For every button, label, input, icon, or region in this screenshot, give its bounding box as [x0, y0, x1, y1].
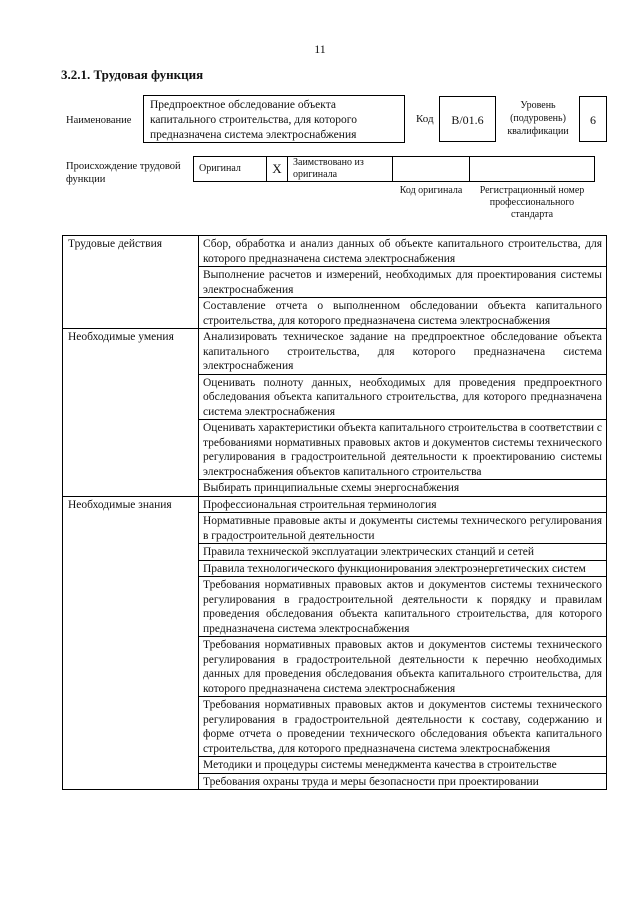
item-cell: Требования нормативных правовых актов и документов системы технического регулирования в градостроительной деятельности к перечню необходимых данных для проведения обследования объекта капитального строительства, для которого предназначена система электроснабжения [199, 637, 607, 697]
item-cell: Методики и процедуры системы менеджмента качества в строительстве [199, 757, 607, 774]
name-label: Наименование [66, 115, 132, 126]
table-row [63, 329, 607, 375]
item-cell: Требования охраны труда и меры безопасности при проектировании [199, 773, 607, 790]
level-value: 6 [579, 96, 607, 142]
item-cell: Оценивать характеристики объекта капитального строительства в соответствии с требованиями нормативных правовых актов и документов системы технического регулирования в градостроительной деятельности к проектированию системы электроснабжения объектов капитального строительства [199, 420, 607, 480]
item-cell: Составление отчета о выполненном обследовании объекта капитального строительства, для которого предназначена система электроснабжения [199, 298, 607, 329]
item-cell: Нормативные правовые акты и документы системы технического регулирования в градостроительной деятельности [199, 513, 607, 544]
code-original-cell [393, 157, 470, 182]
item-cell: Правила технической эксплуатации электрических станций и сетей [199, 544, 607, 561]
item-cell: Оценивать полноту данных, необходимых для проведения предпроектного обследования объекта капитального строительства, для которого предназначена система электроснабжения [199, 374, 607, 420]
function-name-value: Предпроектное обследование объекта капитального строительства, для которого предназначена система электроснабжения [143, 95, 405, 143]
page-number: 11 [314, 42, 326, 56]
category-cell: Необходимые знания [63, 496, 199, 790]
table-row [63, 496, 607, 513]
origin-table [193, 156, 595, 221]
code-original-caption: Код оригинала [399, 185, 463, 196]
item-cell: Требования нормативных правовых актов и документов системы технического регулирования в градостроительной деятельности к порядку и правилам проведения обследования объекта капитального строительства, для которого предназначена система электроснабжения [199, 577, 607, 637]
category-cell: Необходимые умения [63, 329, 199, 497]
item-cell: Анализировать техническое задание на предпроектное обследование объекта капитального строительства, для которого предназначена система электроснабжения [199, 329, 607, 375]
item-cell: Правила технологического функционирования электроэнергетических систем [199, 560, 607, 577]
original-cell: Оригинал [194, 157, 267, 182]
item-cell: Выбирать принципиальные схемы энергоснабжения [199, 480, 607, 497]
competency-table [62, 235, 607, 790]
level-label: Уровень (подуровень) квалификации [507, 100, 569, 137]
category-cell: Трудовые действия [63, 236, 199, 329]
code-label: Код [416, 113, 434, 125]
code-value: В/01.6 [439, 96, 496, 142]
reg-number-cell [470, 157, 595, 182]
reg-number-caption: Регистрационный номер профессионального стандарта [479, 185, 585, 220]
item-cell: Сбор, обработка и анализ данных об объекте капитального строительства, для которого предназначена система электроснабжения [199, 236, 607, 267]
origin-label: Происхождение трудовой функции [66, 161, 181, 185]
item-cell: Требования нормативных правовых актов и документов системы технического регулирования в градостроительной деятельности к составу, содержанию и форме отчета о проведении технического обследования объекта капитального строительства, для которого предназначена система электроснабжения [199, 697, 607, 757]
section-title: 3.2.1. Трудовая функция [61, 67, 204, 82]
table-row [63, 236, 607, 267]
item-cell: Профессиональная строительная терминология [199, 496, 607, 513]
borrowed-cell: Заимствовано из оригинала [288, 157, 393, 182]
item-cell: Выполнение расчетов и измерений, необходимых для проектирования системы электроснабжения [199, 267, 607, 298]
original-mark: X [267, 157, 288, 182]
